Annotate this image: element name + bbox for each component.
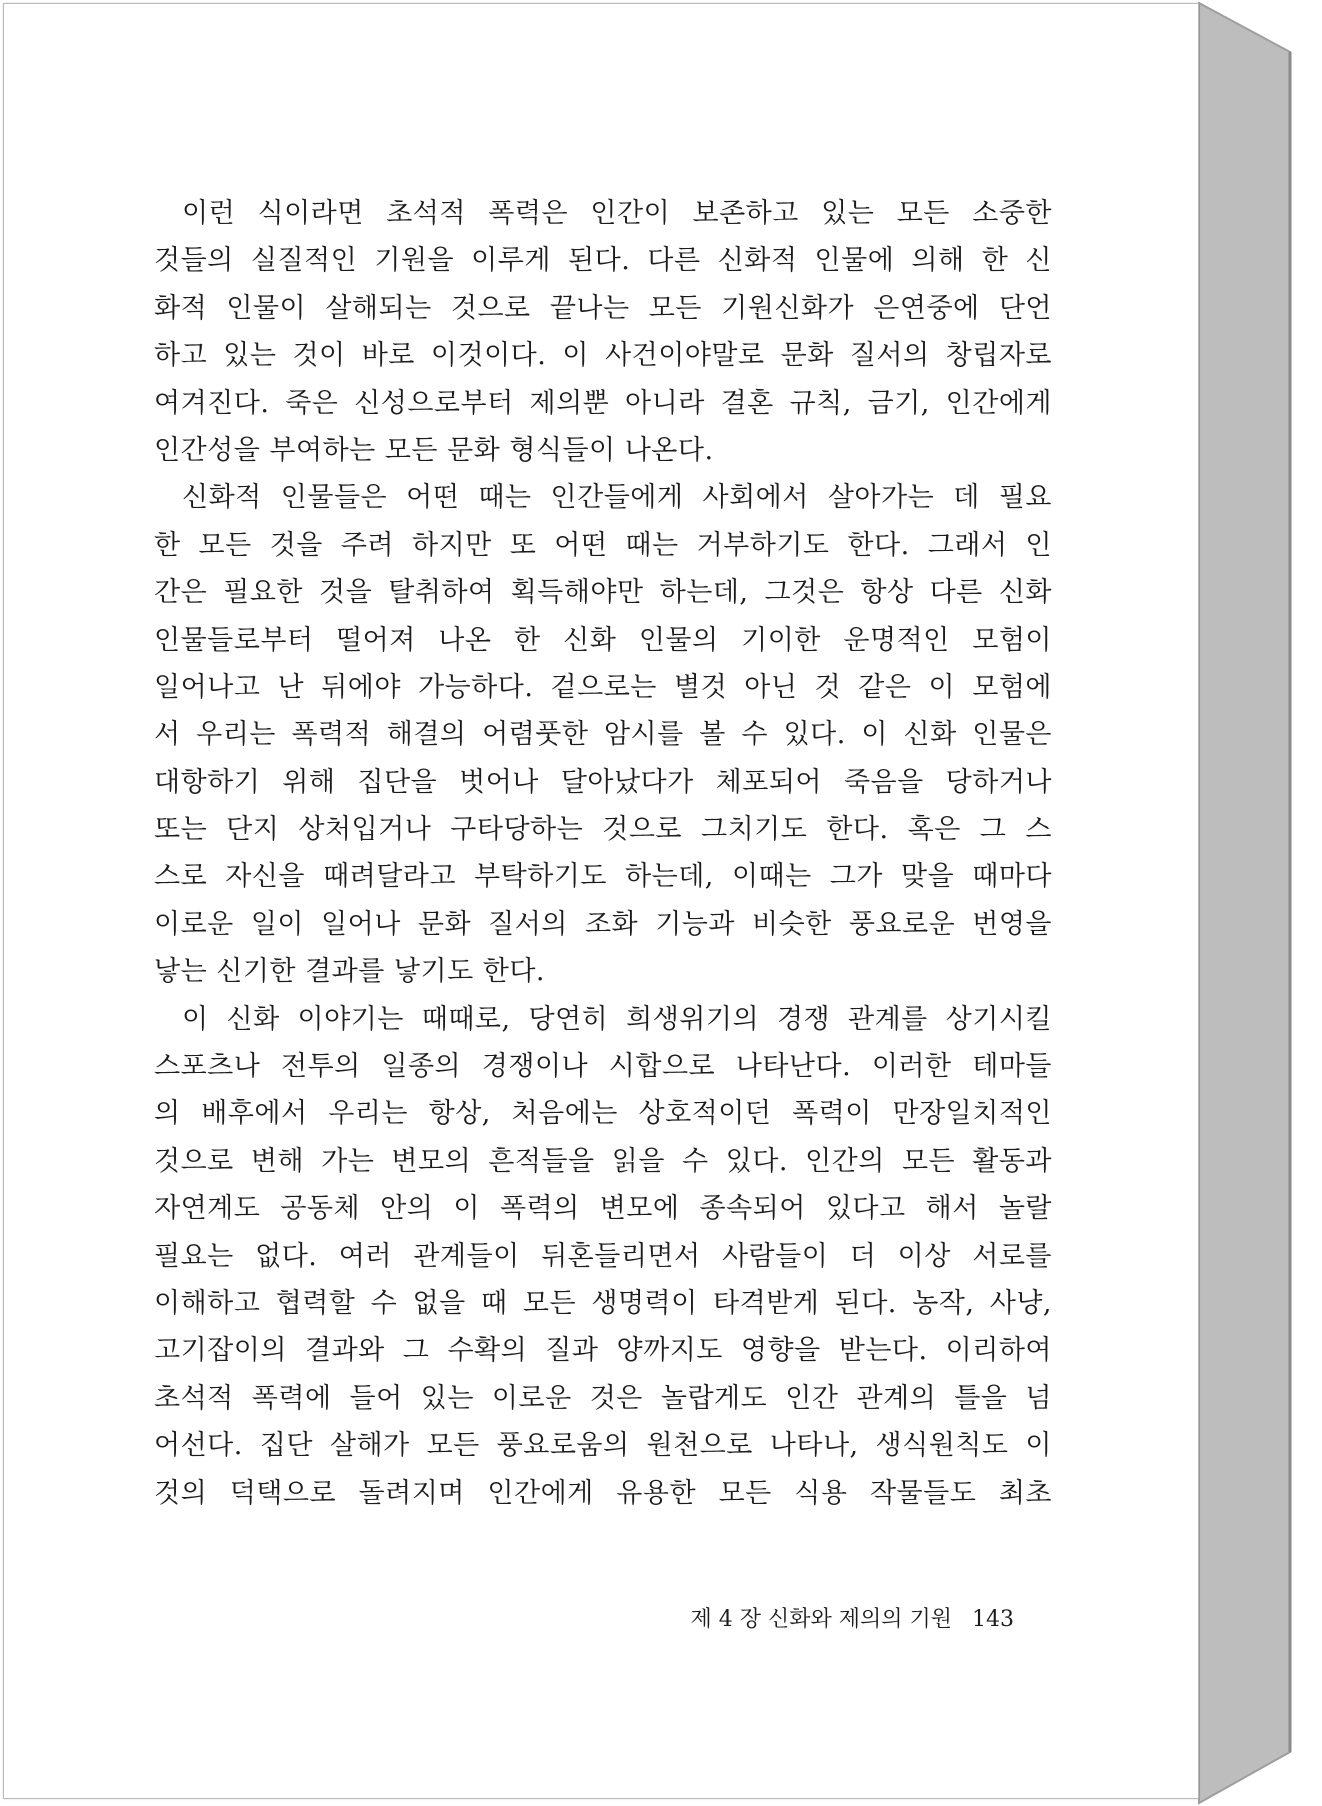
text-line: 것으로 변해 가는 변모의 흔적들을 읽을 수 있다. 인간의 모든 활동과 — [154, 1145, 1052, 1177]
text-line: 대항하기 위해 집단을 벗어나 달아났다가 체포되어 죽음을 당하거나 — [154, 766, 1052, 798]
text-line: 어선다. 집단 살해가 모든 풍요로움의 원천으로 나타나, 생식원칙도 이 — [154, 1430, 1052, 1462]
text-line: 것의 덕택으로 돌려지며 인간에게 유용한 모든 식용 작물들도 최초 — [154, 1477, 1052, 1509]
text-line: 이런 식이라면 초석적 폭력은 인간이 보존하고 있는 모든 소중한 — [182, 198, 1052, 229]
text-line: 고기잡이의 결과와 그 수확의 질과 양까지도 영향을 받는다. 이리하여 — [154, 1335, 1052, 1367]
text-line: 간은 필요한 것을 탈취하여 획득해야만 하는데, 그것은 항상 다른 신화 — [154, 577, 1052, 609]
text-line: 필요는 없다. 여러 관계들이 뒤혼들리면서 사람들이 더 이상 서로를 — [154, 1240, 1052, 1272]
text-line: 이 신화 이야기는 때때로, 당연히 희생위기의 경쟁 관계를 상기시킬 — [182, 1003, 1052, 1035]
text-line: 초석적 폭력에 들어 있는 이로운 것은 놀랍게도 인간 관계의 틀을 넘 — [154, 1382, 1052, 1414]
text-line: 하고 있는 것이 바로 이것이다. 이 사건이야말로 문화 질서의 창립자로 — [154, 340, 1052, 372]
text-line: 일어나고 난 뒤에야 가능하다. 겉으로는 별것 아닌 것 같은 이 모험에 — [154, 671, 1052, 703]
text-line: 이해하고 협력할 수 없을 때 모든 생명력이 타격받게 된다. 농작, 사냥, — [154, 1287, 1052, 1319]
text-line: 서 우리는 폭력적 해결의 어렴풋한 암시를 볼 수 있다. 이 신화 인물은 — [154, 719, 1052, 751]
book-edge-face — [1199, 3, 1290, 1803]
text-line: 낳는 신기한 결과를 낳기도 한다. — [154, 956, 545, 988]
text-line: 이로운 일이 일어나 문화 질서의 조화 기능과 비슷한 풍요로운 번영을 — [154, 908, 1052, 940]
text-line: 화적 인물이 살해되는 것으로 끝나는 모든 기원신화가 은연중에 단언 — [154, 292, 1052, 324]
body-text — [154, 190, 1052, 1517]
text-line: 신화적 인물들은 어떤 때는 인간들에게 사회에서 살아가는 데 필요 — [182, 482, 1052, 514]
text-line: 또는 단지 상처입거나 구타당하는 것으로 그치기도 한다. 혹은 그 스 — [154, 814, 1052, 846]
page-footer — [644, 1602, 1014, 1633]
text-line: 인간성을 부여하는 모든 문화 형식들이 나온다. — [154, 434, 714, 466]
text-line: 것들의 실질적인 기원을 이루게 된다. 다른 신화적 인물에 의해 한 신 — [154, 245, 1052, 277]
book-page — [3, 3, 1199, 1799]
text-line: 의 배후에서 우리는 항상, 처음에는 상호적이던 폭력이 만장일치적인 — [154, 1098, 1052, 1130]
text-line: 자연계도 공동체 안의 이 폭력의 변모에 종속되어 있다고 해서 놀랄 — [154, 1193, 1052, 1225]
text-line: 인물들로부터 떨어져 나온 한 신화 인물의 기이한 운명적인 모험이 — [154, 624, 1052, 656]
text-line: 스로 자신을 때려달라고 부탁하기도 하는데, 이때는 그가 맞을 때마다 — [154, 861, 1052, 893]
text-line: 여겨진다. 죽은 신성으로부터 제의뿐 아니라 결혼 규칙, 금기, 인간에게 — [154, 387, 1052, 419]
page-number: 143 — [972, 1607, 1014, 1632]
text-line: 한 모든 것을 주려 하지만 또 어떤 때는 거부하기도 한다. 그래서 인 — [154, 529, 1052, 561]
running-head: 제 4 장 신화와 제의의 기원 — [690, 1607, 952, 1632]
text-line: 스포츠나 전투의 일종의 경쟁이나 시합으로 나타난다. 이러한 테마들 — [154, 1051, 1052, 1083]
